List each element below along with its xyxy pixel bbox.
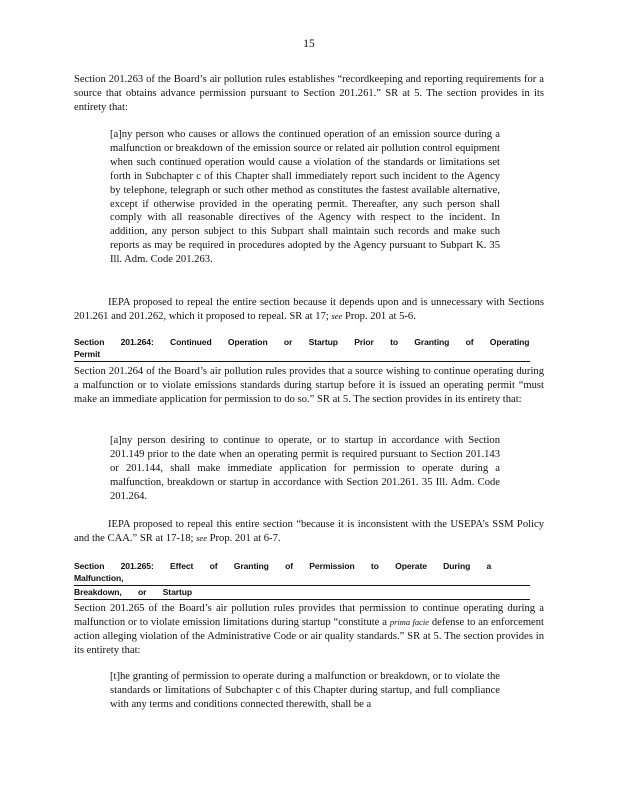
heading-201-265-line2: Breakdown, or Startup (74, 586, 530, 600)
p2-text-before: IEPA proposed to repeal the entire section because it depends upon and is unnecessary with Sections 201.261 and 201.262, which it proposed to repeal. SR at 17; (74, 297, 544, 322)
section-heading-201-265 (74, 560, 530, 600)
quote-section-201-264: [a]ny person desiring to continue to operate, or to startup in accordance with Section 201.149 prior to the date when an operating permit is required pursuant to Section 201.143 or 201.144, shall make immediate application for permission to operate during a malfunction, breakdown or startup in accordance with Section 201.261. 35 Ill. Adm. Code 201.264. (110, 435, 500, 502)
section-heading-201-264 (74, 336, 530, 362)
heading-201-264-text: Section 201.264: Continued Operation or Startup Prior to Granting of Operating Permit (74, 336, 530, 362)
p4-text-before: IEPA proposed to repeal this entire section “because it is inconsistent with the USEPA’s SSM Policy and the CAA.” SR at 17-18; (74, 519, 544, 544)
p2-text-after: Prop. 201 at 5-6. (342, 310, 416, 322)
prima-facie-phrase: prima facie (389, 616, 429, 627)
quote-section-201-265: [t]he granting of permission to operate during a malfunction or breakdown, or to violate the standards or limitations of Subchapter c of this Chapter during startup, and full compliance with any terms and conditions connected therewith, shall be a (110, 671, 500, 710)
quote-section-201-263: [a]ny person who causes or allows the continued operation of an emission source during a malfunction or breakdown of the emission source or related air pollution control equipment when such continued operation would cause a violation of the standards or limitations set forth in Subchapter c of this Chapter shall immediately report such incident to the Agency by telephone, telegraph or such other method as constitutes the fastest available alternative, except if otherwise provided in the operating permit. Thereafter, any such person shall comply with all reasonable directives of the Agency with respect to the incident. In addition, any person subject to this Subpart shall maintain such records and make such reports as may be required in procedures adopted by the Agency pursuant to Subpart K. 35 Ill. Adm. Code 201.263. (110, 129, 500, 266)
paragraph-section-201-264-intro: Section 201.264 of the Board’s air pollution rules provides that a source wishing to continue operating during a malfunction or to violate emissions standards during startup before it is issued an operating permit “must make an immediate application for permission to do so.” SR at 5. The section provides in its entirety that: (74, 366, 544, 405)
page-number: 15 (303, 38, 315, 50)
paragraph-iepa-repeal-201-264 (74, 518, 544, 546)
p5-text-before: Section 201.265 of the Board’s air pollution rules provides that permission to continue operating during a malfunction or to violate emission limitations during startup “constitute a (74, 603, 544, 628)
p5-text-after: defense to an enforcement action alleging violation of the Administrative Code or air quality standards.” SR at 5. The section provides in its entirety that: (74, 616, 544, 656)
paragraph-section-201-265-intro (74, 602, 544, 658)
paragraph-iepa-repeal-201-263 (74, 296, 544, 324)
see-signal: see (196, 532, 207, 543)
paragraph-section-201-263-intro: Section 201.263 of the Board’s air pollution rules establishes “recordkeeping and reporting requirements for a source that obtains advance permission pursuant to Section 201.261.” SR at 5. The section provides in its entirety that: (74, 74, 544, 113)
see-signal: see (331, 310, 343, 321)
p4-text-after: Prop. 201 at 6-7. (206, 532, 281, 544)
heading-201-265-line1: Section 201.265: Effect of Granting of Permission to Operate During a Malfunction, (74, 560, 530, 586)
